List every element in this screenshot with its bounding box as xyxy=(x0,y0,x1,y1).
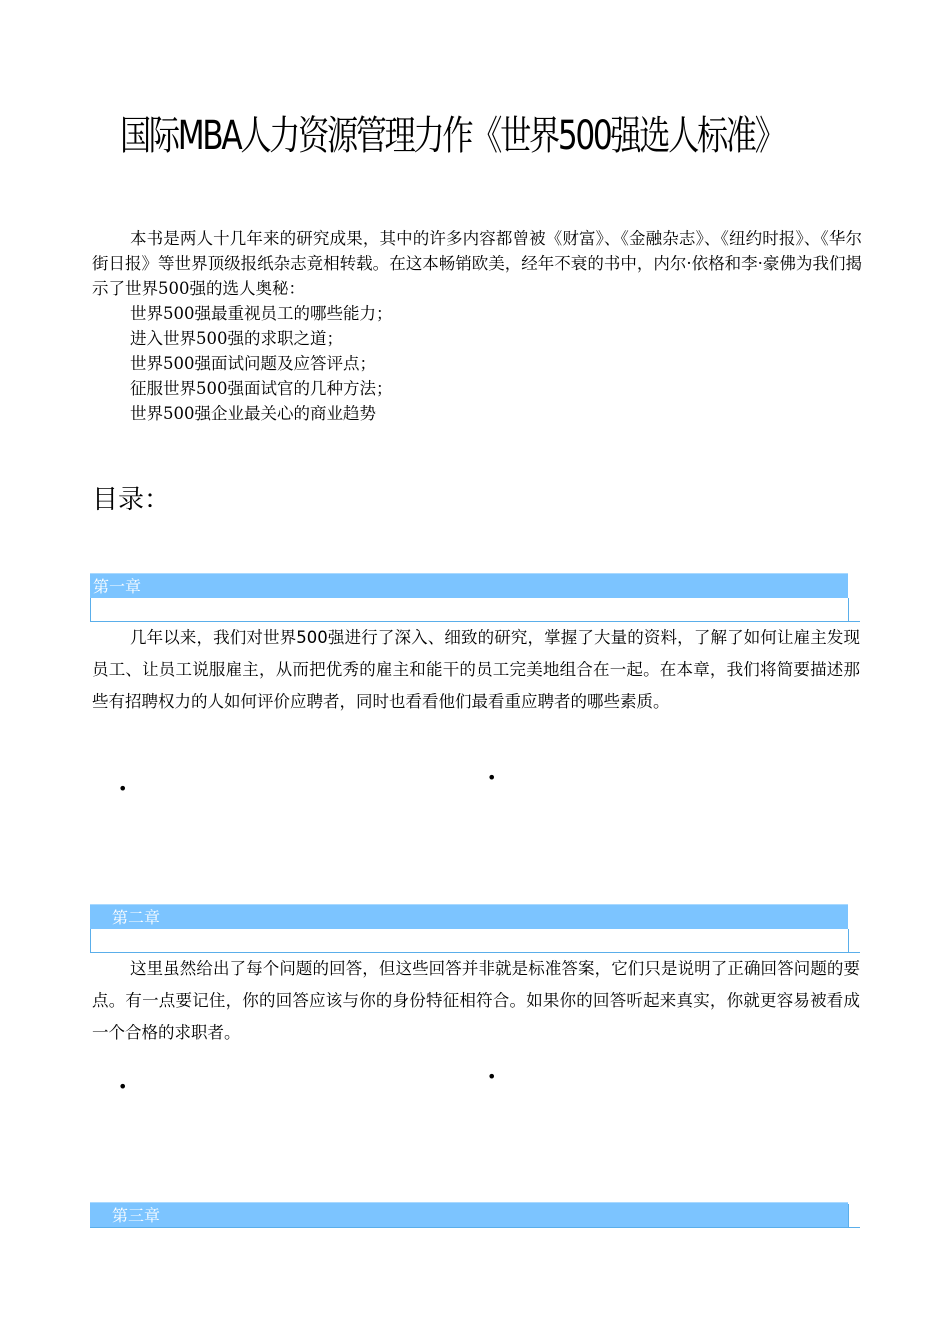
intro-list-item: 世界500强面试问题及应答评点； xyxy=(130,354,376,373)
chapter-bar-2 xyxy=(90,904,848,929)
bullet-mark: • xyxy=(118,779,128,798)
chapter-body-2: 这里虽然给出了每个问题的回答，但这些回答并非就是标准答案，它们只是说明了正确回答问题的要点。有一点要记住，你的回答应该与你的身份特征相符合。如果你的回答听起来真实，你就更容易被看成一个合格的求职者。 xyxy=(92,959,860,1042)
toc-heading: 目录： xyxy=(92,485,171,515)
chapter-label: 第二章 xyxy=(112,908,161,927)
chapter-label: 第一章 xyxy=(93,577,142,596)
intro-list-item: 世界500强企业最关心的商业趋势 xyxy=(130,404,376,423)
document-title: 国际MBA人力资源管理力作《世界500强选人标准》 xyxy=(120,113,784,159)
chapter-frame-tick xyxy=(848,1204,849,1228)
chapter-frame-tick xyxy=(848,598,849,622)
bullet-mark: • xyxy=(487,768,497,787)
intro-list-item: 世界500强最重视员工的哪些能力； xyxy=(130,304,393,323)
intro-list-item: 进入世界500强的求职之道； xyxy=(130,329,343,348)
intro-list-item: 征服世界500强面试官的几种方法； xyxy=(130,379,393,398)
intro-paragraph: 本书是两人十几年来的研究成果，其中的许多内容都曾被《财富》、《金融杂志》、《纽约时报》、《华尔街日报》等世界顶级报纸杂志竟相转载。在这本畅销欧美，经年不衰的书中，内尔·依格和李·豪佛为我们揭示了世界500强的选人奥秘： xyxy=(92,229,862,298)
chapter-frame xyxy=(90,598,860,622)
chapter-label: 第三章 xyxy=(112,1206,161,1225)
chapter-bar-3 xyxy=(90,1202,848,1227)
chapter-frame xyxy=(90,929,860,953)
intro-section xyxy=(92,226,862,426)
chapter-frame-tick xyxy=(848,929,849,953)
chapter-body-1: 几年以来，我们对世界500强进行了深入、细致的研究，掌握了大量的资料，了解了如何让雇主发现员工、让员工说服雇主，从而把优秀的雇主和能干的员工完美地组合在一起。在本章，我们将简要描述那些有招聘权力的人如何评价应聘者，同时也看看他们最看重应聘者的哪些素质。 xyxy=(92,628,860,711)
bullet-mark: • xyxy=(118,1077,128,1096)
bullet-mark: • xyxy=(487,1067,497,1086)
chapter-bar-1 xyxy=(90,573,848,598)
